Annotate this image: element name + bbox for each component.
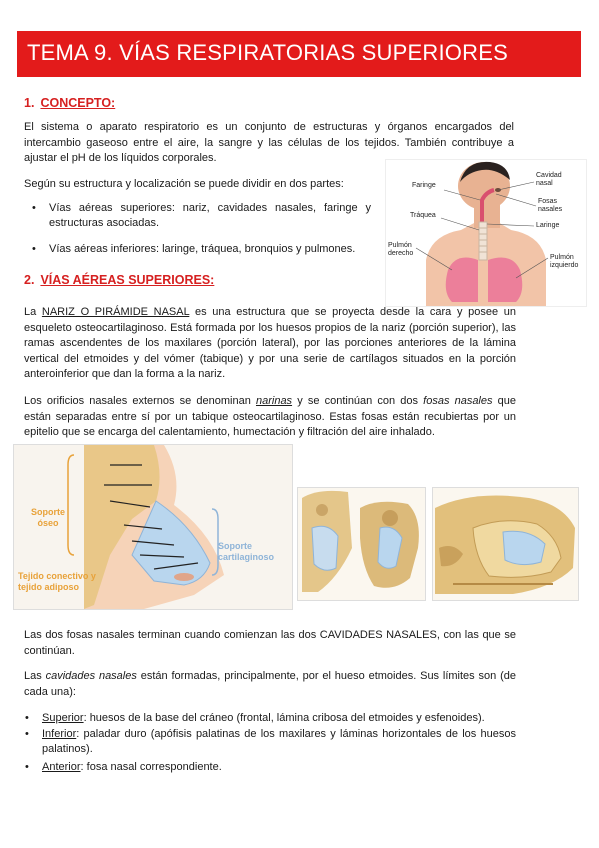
section-2-number: 2. bbox=[24, 273, 35, 287]
section-2-heading bbox=[24, 273, 214, 287]
page-title: TEMA 9. VÍAS RESPIRATORIAS SUPERIORES bbox=[27, 40, 508, 65]
label-fosas-nasales: Fosas nasales bbox=[538, 198, 563, 213]
list-item bbox=[25, 727, 516, 757]
paragraph-concept: El sistema o aparato respiratorio es un conjunto de estructuras y órganos encargados del intercambio gaseoso entre el aire, la sangre y las células de los tejidos. También contribuye a ajustar el pH de los líquidos corporales. bbox=[24, 121, 514, 165]
text-fragment: Las bbox=[24, 670, 46, 682]
text-fragment: Los orificios nasales externos se denominan bbox=[24, 395, 256, 407]
label-tejido: Tejido conectivo y tejido adiposo bbox=[18, 571, 96, 592]
nose-skeleton-figure bbox=[13, 444, 293, 610]
text-fragment: La bbox=[24, 306, 42, 318]
limit-term: Anterior bbox=[42, 761, 81, 773]
label-soporte-cartilaginoso: Soporte cartilaginoso bbox=[218, 541, 275, 562]
nasal-cavity-illustration bbox=[433, 488, 578, 600]
section-1-title: CONCEPTO: bbox=[40, 96, 116, 110]
label-pulmon-derecho: Pulmón derecho bbox=[388, 242, 414, 257]
respiratory-system-figure bbox=[385, 159, 587, 307]
list-item bbox=[25, 760, 516, 775]
bullet-icon: • bbox=[25, 712, 29, 724]
bullet-icon: • bbox=[32, 202, 36, 214]
paragraph-orificios bbox=[24, 394, 516, 441]
label-soporte-oseo: Soporte óseo bbox=[30, 507, 65, 528]
limit-text: : fosa nasal correspondiente. bbox=[80, 761, 222, 773]
paragraph-nariz bbox=[24, 305, 516, 383]
limit-term: Inferior bbox=[42, 728, 77, 740]
limit-text: : paladar duro (apófisis palatinas de los maxilares y láminas horizontales de los huesos palatinos). bbox=[42, 728, 516, 755]
nasal-cavity-figure bbox=[432, 487, 579, 601]
label-traquea: Tráquea bbox=[410, 212, 436, 219]
label-faringe: Faringe bbox=[412, 182, 436, 189]
paragraph-cavidades-intro: Las dos fosas nasales terminan cuando comienzan las dos CAVIDADES NASALES, con las que se continúan. bbox=[24, 629, 516, 657]
paragraph-cavidades-limites bbox=[24, 669, 516, 700]
text-fragment: y se continúan con dos bbox=[292, 395, 424, 407]
bullet-icon: • bbox=[32, 243, 36, 255]
section-1-heading bbox=[24, 96, 115, 110]
paragraph-division: Según su estructura y localización se puede dividir en dos partes: bbox=[24, 178, 344, 190]
list-item bbox=[25, 711, 516, 726]
term-nariz: NARIZ O PIRÁMIDE NASAL bbox=[41, 306, 190, 318]
text-fragment: es una estructura que se proyecta desde la cara y posee un esqueleto osteocartilaginoso. Está formada por los huesos propios de la nariz (porción superior), las ramas ascendentes de los maxilares (porción lateral), por las porciones anteriores de la lámina vertical del etmoides y del vómer (tabique) y por una serie de cartílagos situados en la porción anteroinferior que dan la forma a la nariz. bbox=[24, 306, 516, 381]
limit-term: Superior bbox=[42, 712, 84, 724]
bullet-icon: • bbox=[25, 728, 29, 740]
label-pulmon-izquierdo: Pulmón izquierdo bbox=[550, 254, 579, 269]
label-laringe: Laringe bbox=[536, 222, 560, 229]
section-2-title: VÍAS AÉREAS SUPERIORES: bbox=[40, 273, 215, 287]
skull-illustration bbox=[298, 488, 425, 600]
bullet-text: Vías aéreas superiores: nariz, cavidades nasales, faringe y estructuras asociadas. bbox=[49, 202, 371, 229]
term-narinas: narinas bbox=[255, 395, 293, 407]
text-fragment: están formadas, principalmente, por el hueso etmoides. Sus límites son (de cada una): bbox=[24, 670, 516, 698]
term-cavidades-nasales: cavidades nasales bbox=[45, 670, 137, 682]
term-fosas-nasales: fosas nasales bbox=[423, 395, 493, 407]
bullet-text: Vías aéreas inferiores: laringe, tráquea, bronquios y pulmones. bbox=[49, 243, 356, 255]
list-item bbox=[32, 242, 379, 257]
label-cavidad-nasal: Cavidad nasal bbox=[536, 172, 562, 187]
title-banner bbox=[17, 31, 581, 77]
limit-text: : huesos de la base del cráneo (frontal, lámina cribosa del etmoides y esfenoides). bbox=[83, 712, 485, 724]
list-item bbox=[32, 201, 371, 231]
section-1-number: 1. bbox=[24, 96, 35, 110]
bullet-icon: • bbox=[25, 761, 29, 773]
skull-nasal-figure bbox=[297, 487, 426, 601]
text-fragment: que están separadas entre sí por un tabique osteocartilaginoso. Estas fosas están recubiertas por un epitelio que se encarga del calentamiento, humectación y filtración del aire inhalado. bbox=[24, 395, 516, 439]
